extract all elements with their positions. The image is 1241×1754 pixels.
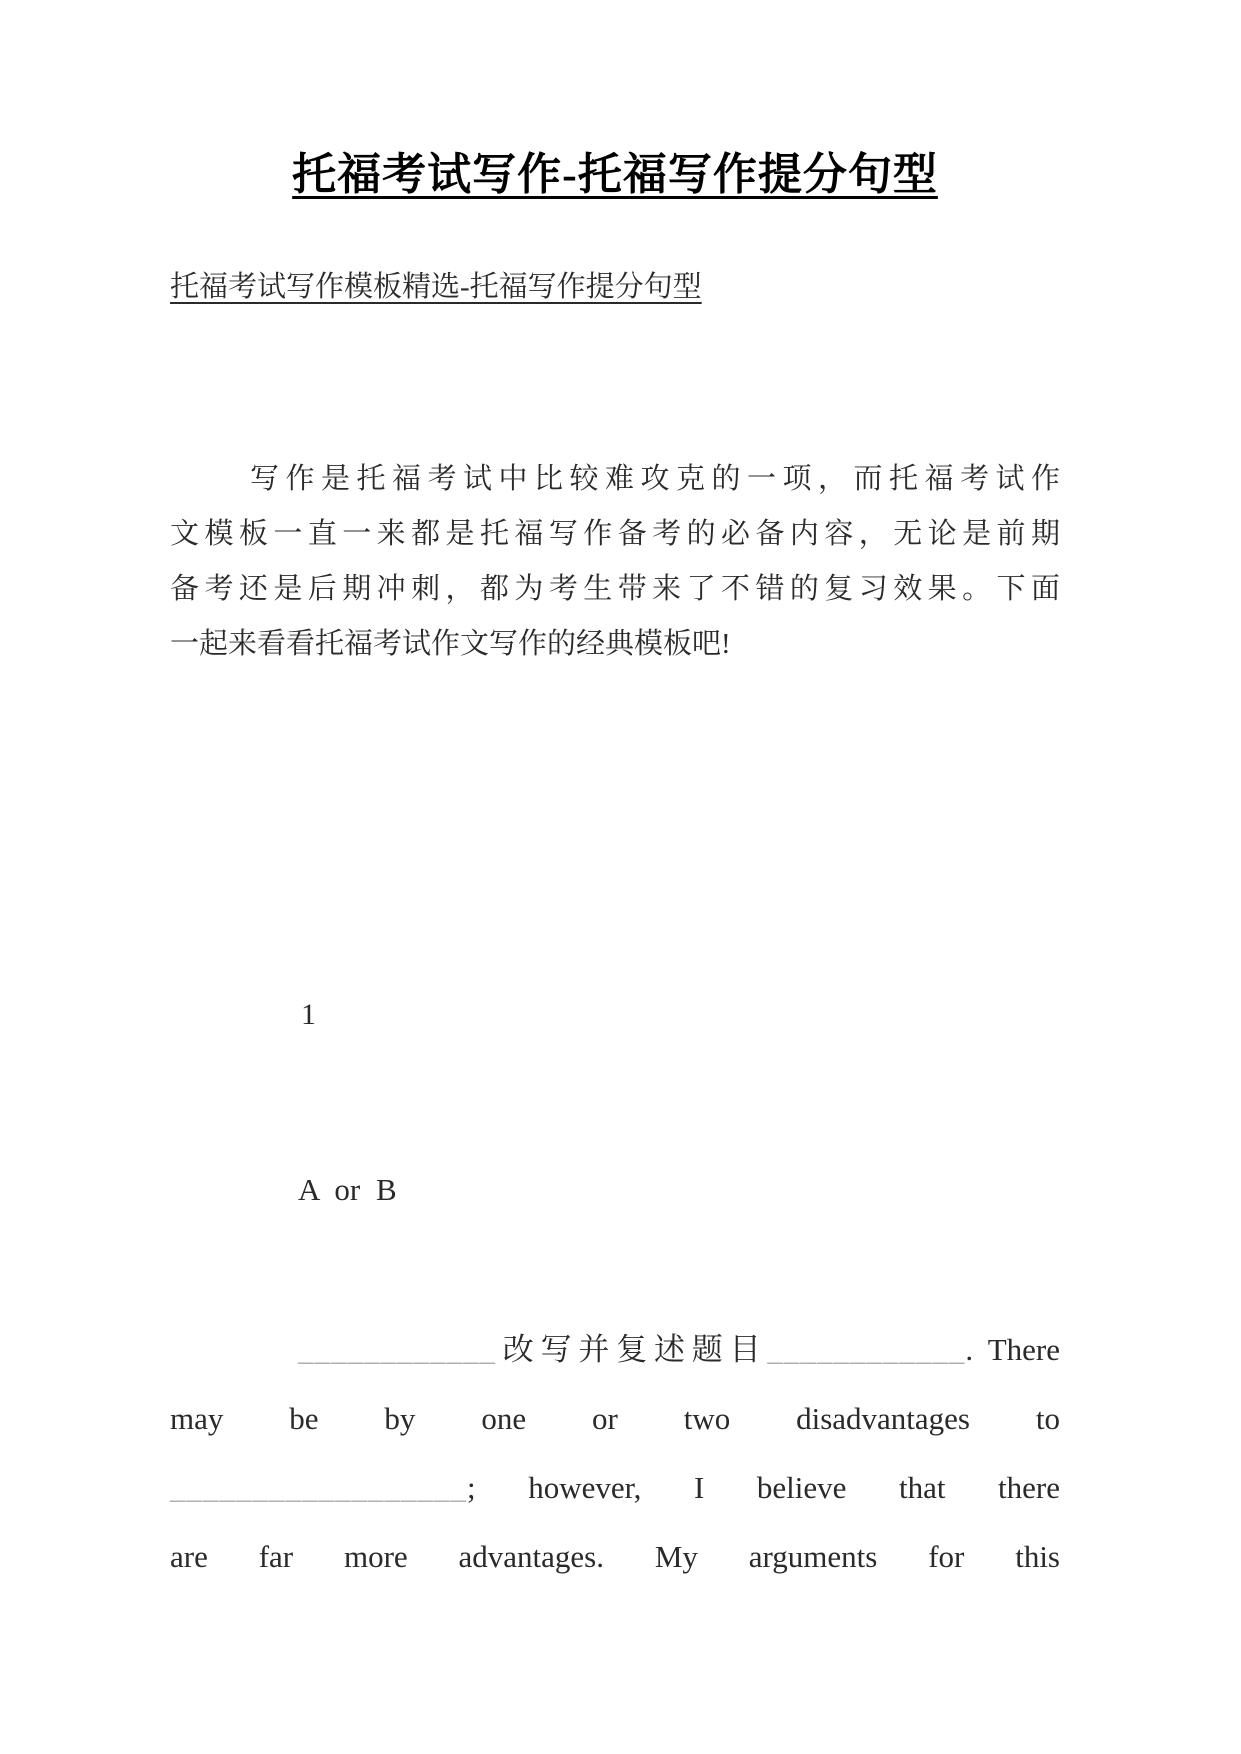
template-line-1-chinese: 改写并复述题目	[496, 1332, 768, 1367]
template-paragraph	[170, 1315, 1060, 1591]
intro-line-4: 一起来看看托福考试作文写作的经典模板吧!	[170, 628, 731, 660]
template-line-3	[170, 1453, 1060, 1522]
document-subtitle: 托福考试写作模板精选-托福写作提分句型	[170, 271, 702, 303]
intro-line-3: 备考还是后期冲刺，都为考生带来了不错的复习效果。下面	[170, 573, 1060, 605]
section-number: 1	[301, 998, 316, 1031]
template-line-3-rest: ; however, I believe that there	[467, 1470, 1060, 1505]
template-line-1	[170, 1315, 1060, 1384]
document-content	[170, 0, 1060, 1591]
intro-line-2: 文模板一直一来都是托福写作备考的必备内容，无论是前期	[170, 518, 1060, 550]
blank-underscores-1: ____________	[298, 1332, 496, 1367]
intro-line-1: 写作是托福考试中比较难攻克的一项，而托福考试作	[250, 463, 1060, 495]
section-heading: A or B	[298, 1172, 397, 1207]
document-title: 托福考试写作-托福写作提分句型	[292, 150, 938, 199]
blank-underscores-2: ____________	[767, 1332, 966, 1367]
template-line-2: may be by one or two disadvantages to	[170, 1401, 1060, 1436]
template-line-1-period: .	[965, 1332, 974, 1367]
blank-underscores-3: __________________	[170, 1470, 467, 1505]
template-line-4: are far more advantages. My arguments for this	[170, 1539, 1060, 1574]
template-line-1-tail: There	[987, 1332, 1061, 1367]
intro-paragraph	[170, 452, 1060, 672]
